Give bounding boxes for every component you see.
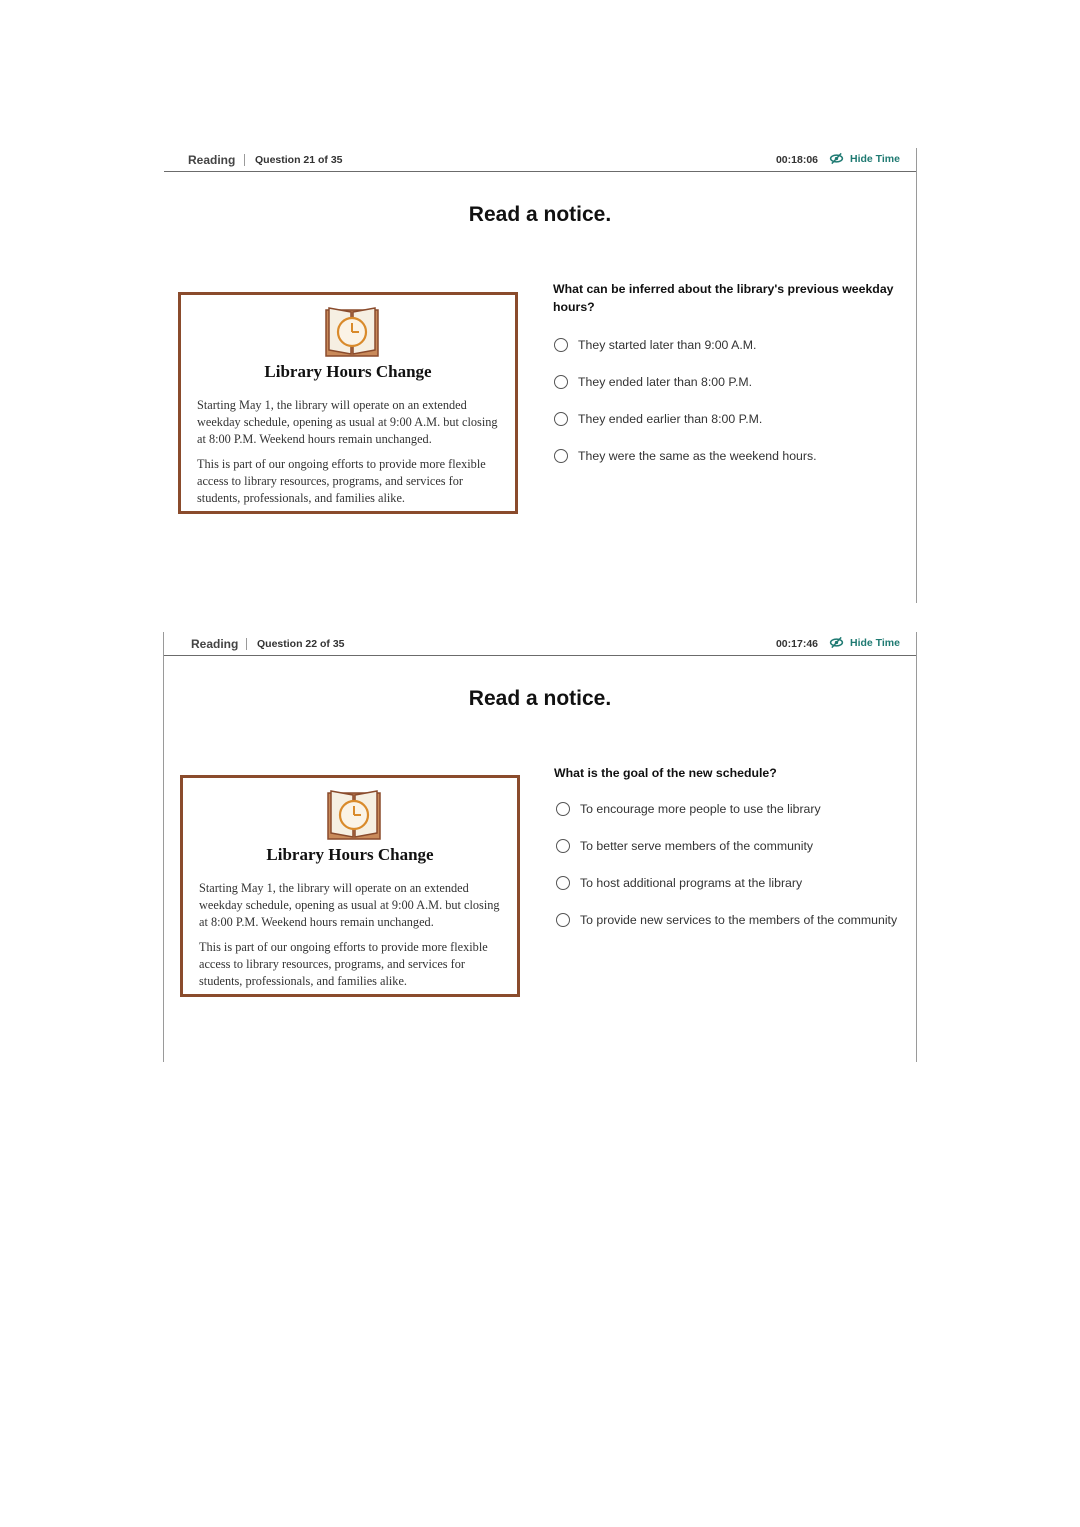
eye-slash-icon: [829, 635, 844, 650]
answer-option[interactable]: [554, 363, 914, 400]
timer: 00:17:46: [775, 638, 818, 650]
radio-button[interactable]: [556, 913, 570, 927]
answer-option[interactable]: [554, 400, 914, 437]
answer-option[interactable]: [556, 827, 916, 864]
option-label: They ended earlier than 8:00 P.M.: [578, 411, 763, 426]
notice-paragraph-1: Starting May 1, the library will operate on an extended weekday schedule, opening as usual at 9:00 A.M. but closing at 8:00 P.M. Weekend hours remain unchanged.: [199, 881, 500, 929]
top-bar: [164, 148, 916, 172]
answer-option[interactable]: [556, 790, 916, 827]
answer-option[interactable]: [556, 864, 916, 901]
notice-title: Library Hours Change: [266, 845, 434, 864]
question-text: What is the goal of the new schedule?: [554, 766, 777, 780]
book-clock-icon: [327, 785, 381, 841]
question-counter: Question 22 of 35: [257, 638, 345, 650]
option-label: They ended later than 8:00 P.M.: [578, 374, 753, 389]
question-screen-1: [163, 148, 917, 603]
question-screen-2: [163, 632, 917, 1062]
book-clock-icon: [325, 302, 379, 358]
separator: [246, 638, 247, 650]
hide-time-button[interactable]: [829, 635, 900, 650]
section-label: Reading: [191, 637, 239, 651]
hide-time-button[interactable]: [829, 151, 900, 166]
top-bar: [164, 632, 916, 656]
answer-options: [556, 790, 916, 938]
option-label: They were the same as the weekend hours.: [578, 448, 817, 463]
answer-option[interactable]: [554, 437, 914, 474]
eye-slash-icon: [829, 151, 844, 166]
notice-paragraph-2: This is part of our ongoing efforts to provide more flexible access to library resources, programs, and services for students, professionals, and families alike.: [197, 457, 486, 505]
hide-time-label: Hide Time: [850, 636, 900, 649]
separator: [244, 154, 245, 166]
option-label: They started later than 9:00 A.M.: [578, 337, 757, 352]
radio-button[interactable]: [554, 338, 568, 352]
radio-button[interactable]: [556, 839, 570, 853]
notice-card: [180, 775, 520, 997]
option-label: To encourage more people to use the library: [580, 801, 821, 816]
notice-card: [178, 292, 518, 514]
option-label: To better serve members of the community: [580, 838, 814, 853]
radio-button[interactable]: [556, 876, 570, 890]
radio-button[interactable]: [554, 449, 568, 463]
question-counter: Question 21 of 35: [255, 154, 343, 166]
timer: 00:18:06: [775, 154, 818, 166]
option-label: To provide new services to the members of the community: [580, 912, 898, 927]
radio-button[interactable]: [554, 412, 568, 426]
answer-option[interactable]: [556, 901, 916, 938]
notice-paragraph-1: Starting May 1, the library will operate on an extended weekday schedule, opening as usual at 9:00 A.M. but closing at 8:00 P.M. Weekend hours remain unchanged.: [197, 398, 498, 446]
page-heading: Read a notice.: [468, 203, 612, 226]
answer-option[interactable]: [554, 326, 914, 363]
notice-title: Library Hours Change: [264, 362, 432, 381]
question-text: What can be inferred about the library's previous weekday hours?: [553, 282, 894, 314]
page-heading: Read a notice.: [468, 687, 612, 710]
section-label: Reading: [188, 153, 236, 167]
radio-button[interactable]: [554, 375, 568, 389]
answer-options: [554, 326, 914, 474]
option-label: To host additional programs at the library: [580, 875, 803, 890]
radio-button[interactable]: [556, 802, 570, 816]
notice-paragraph-2: This is part of our ongoing efforts to provide more flexible access to library resources, programs, and services for students, professionals, and families alike.: [199, 940, 488, 988]
hide-time-label: Hide Time: [850, 152, 900, 165]
